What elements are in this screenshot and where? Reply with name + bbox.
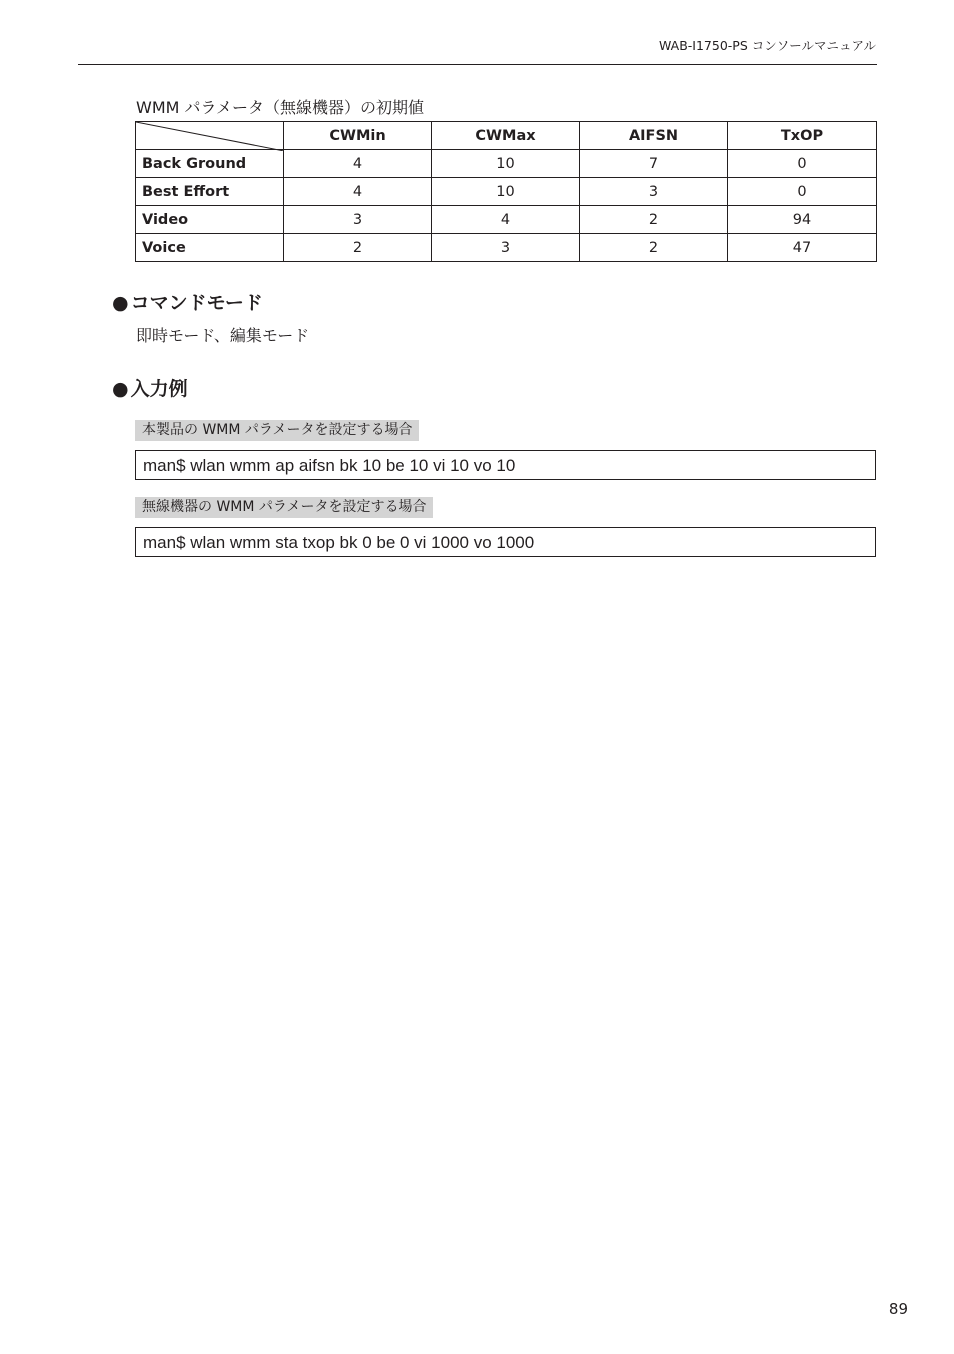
table-cell: 3 xyxy=(284,206,432,234)
table-cell: 47 xyxy=(728,234,877,262)
example-label: 本製品の WMM パラメータを設定する場合 xyxy=(135,420,419,441)
row-label: Voice xyxy=(136,234,284,262)
table-row xyxy=(136,150,877,178)
table-cell: 4 xyxy=(284,178,432,206)
table-cell: 10 xyxy=(432,178,580,206)
section-heading-input-example xyxy=(112,374,188,401)
table-cell: 2 xyxy=(284,234,432,262)
header-rule xyxy=(78,64,877,65)
command-example: man$ wlan wmm sta txop bk 0 be 0 vi 1000 vo 1000 xyxy=(135,527,876,557)
table-row xyxy=(136,234,877,262)
table-cell: 2 xyxy=(580,206,728,234)
table-corner-cell xyxy=(136,122,284,150)
table-cell: 10 xyxy=(432,150,580,178)
header-title: WAB-I1750-PS コンソールマニュアル xyxy=(658,38,876,53)
example-label: 無線機器の WMM パラメータを設定する場合 xyxy=(135,497,433,518)
table-cell: 0 xyxy=(728,150,877,178)
command-mode-text: 即時モード、編集モード xyxy=(136,326,310,345)
column-header-aifsn: AIFSN xyxy=(580,122,728,150)
table-cell: 4 xyxy=(432,206,580,234)
table-caption: WMM パラメータ（無線機器）の初期値 xyxy=(136,98,425,117)
column-header-cwmin: CWMin xyxy=(284,122,432,150)
heading-text: コマンドモード xyxy=(130,292,263,314)
row-label: Back Ground xyxy=(136,150,284,178)
table-cell: 0 xyxy=(728,178,877,206)
table-header-row xyxy=(136,122,877,150)
row-label: Video xyxy=(136,206,284,234)
table-cell: 4 xyxy=(284,150,432,178)
table-row xyxy=(136,178,877,206)
bullet-dot: ● xyxy=(112,378,129,400)
section-heading-command-mode xyxy=(112,288,263,315)
row-label: Best Effort xyxy=(136,178,284,206)
table-cell: 2 xyxy=(580,234,728,262)
table-cell: 7 xyxy=(580,150,728,178)
page-number: 89 xyxy=(888,1300,908,1318)
command-example: man$ wlan wmm ap aifsn bk 10 be 10 vi 10 vo 10 xyxy=(135,450,876,480)
table-cell: 94 xyxy=(728,206,877,234)
table-row xyxy=(136,206,877,234)
table-cell: 3 xyxy=(580,178,728,206)
wmm-parameter-table xyxy=(135,121,877,262)
heading-text: 入力例 xyxy=(130,378,188,400)
column-header-cwmax: CWMax xyxy=(432,122,580,150)
bullet-dot: ● xyxy=(112,292,129,314)
table-cell: 3 xyxy=(432,234,580,262)
diagonal-line xyxy=(136,122,284,151)
column-header-txop: TxOP xyxy=(728,122,877,150)
